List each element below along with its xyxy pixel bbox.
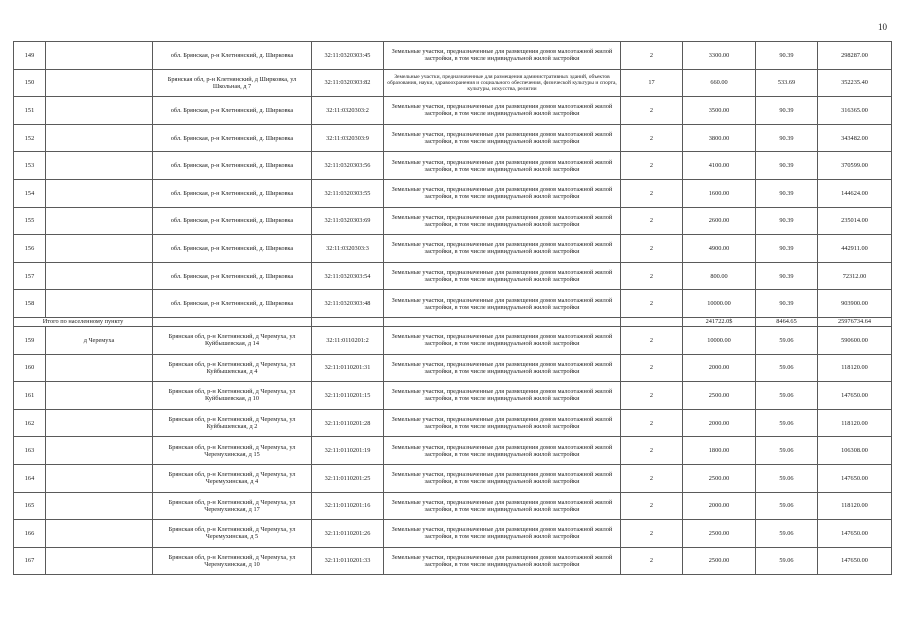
row-number: 159: [14, 326, 46, 354]
table-row: [14, 207, 892, 235]
cadastral-value-cell: 590600.00: [818, 326, 892, 354]
cadastral-number-cell: 32:11:0320303:48: [312, 290, 384, 318]
cadastral-value-cell: 72312.00: [818, 262, 892, 290]
land-category-cell: Земельные участки, предназначенные для размещения домов малоэтажной жилой застройки, в том числе индивидуальной жилой застройки: [384, 437, 621, 465]
row-number: 152: [14, 124, 46, 152]
locality-cell: [46, 179, 153, 207]
land-category-cell: Земельные участки, предназначенные для размещения домов малоэтажной жилой застройки, в том числе индивидуальной жилой застройки: [384, 326, 621, 354]
area-cell: 660.00: [683, 69, 756, 97]
address-cell: обл. Брянская, р-н Клетнянский, д. Ширковка: [153, 97, 312, 125]
group-code-cell: 2: [621, 326, 683, 354]
land-category-cell: Земельные участки, предназначенные для размещения домов малоэтажной жилой застройки, в том числе индивидуальной жилой застройки: [384, 179, 621, 207]
page-number: 10: [878, 22, 887, 32]
locality-cell: [46, 492, 153, 520]
row-number: 160: [14, 354, 46, 382]
row-number: 166: [14, 520, 46, 548]
table-row: [14, 124, 892, 152]
locality-cell: [46, 464, 153, 492]
land-category-cell: Земельные участки, предназначенные для размещения домов малоэтажной жилой застройки, в том числе индивидуальной жилой застройки: [384, 409, 621, 437]
address-cell: обл. Брянская, р-н Клетнянский, д. Ширковка: [153, 152, 312, 180]
group-code-cell: 2: [621, 124, 683, 152]
subtotal-row: [14, 317, 892, 326]
land-category-cell: Земельные участки, предназначенные для размещения домов малоэтажной жилой застройки, в том числе индивидуальной жилой застройки: [384, 382, 621, 410]
land-category-cell: Земельные участки, предназначенные для размещения домов малоэтажной жилой застройки, в том числе индивидуальной жилой застройки: [384, 152, 621, 180]
land-category-cell: Земельные участки, предназначенные для размещения домов малоэтажной жилой застройки, в том числе индивидуальной жилой застройки: [384, 354, 621, 382]
locality-cell: д Черемуха: [46, 326, 153, 354]
area-cell: 2500.00: [683, 382, 756, 410]
locality-cell: [46, 290, 153, 318]
row-number: 155: [14, 207, 46, 235]
area-cell: 2500.00: [683, 464, 756, 492]
cadastral-value-cell: 118120.00: [818, 409, 892, 437]
cadastral-value-cell: 903900.00: [818, 290, 892, 318]
group-code-cell: 2: [621, 235, 683, 263]
address-cell: Брянская обл, р-н Клетнянский, д Ширковка, ул Школьная, д 7: [153, 69, 312, 97]
table-row: [14, 97, 892, 125]
locality-cell: [46, 207, 153, 235]
row-number: 158: [14, 290, 46, 318]
table-row: [14, 382, 892, 410]
address-cell: Брянская обл, р-н Клетнянский, д Черемуха, ул Черемухинская, д 17: [153, 492, 312, 520]
cadastral-value-cell: 147650.00: [818, 547, 892, 575]
address-cell: Брянская обл, р-н Клетнянский, д Черемуха, ул Черемухинская, д 4: [153, 464, 312, 492]
row-number: 154: [14, 179, 46, 207]
group-code-cell: 2: [621, 520, 683, 548]
unit-value-cell: 90.39: [756, 207, 818, 235]
unit-value-cell: 90.39: [756, 179, 818, 207]
area-cell: 3800.00: [683, 124, 756, 152]
land-category-cell: Земельные участки, предназначенные для размещения домов малоэтажной жилой застройки, в том числе индивидуальной жилой застройки: [384, 235, 621, 263]
land-category-cell: Земельные участки, предназначенные для размещения домов малоэтажной жилой застройки, в том числе индивидуальной жилой застройки: [384, 464, 621, 492]
cadastral-number-cell: 32:11:0110201:31: [312, 354, 384, 382]
address-cell: Брянская обл, р-н Клетнянский, д Черемуха, ул Куйбышевская, д 4: [153, 354, 312, 382]
group-code-cell: 2: [621, 409, 683, 437]
row-number: 153: [14, 152, 46, 180]
table-row: [14, 235, 892, 263]
group-code-cell: 2: [621, 492, 683, 520]
unit-value-cell: 59.06: [756, 409, 818, 437]
row-number: 156: [14, 235, 46, 263]
table-row: [14, 326, 892, 354]
row-number: 165: [14, 492, 46, 520]
unit-value-cell: 90.39: [756, 290, 818, 318]
subtotal-area: 241722.0$: [683, 317, 756, 326]
locality-cell: [46, 520, 153, 548]
locality-cell: [46, 262, 153, 290]
cadastral-number-cell: 32:11:0320303:54: [312, 262, 384, 290]
address-cell: Брянская обл, р-н Клетнянский, д Черемуха, ул Куйбышевская, д 10: [153, 382, 312, 410]
locality-cell: [46, 409, 153, 437]
address-cell: Брянская обл, р-н Клетнянский, д Черемуха, ул Черемухинская, д 15: [153, 437, 312, 465]
group-code-cell: 17: [621, 69, 683, 97]
table-body: [14, 42, 892, 575]
table-row: [14, 42, 892, 70]
group-code-cell: 2: [621, 97, 683, 125]
cadastral-value-cell: 147650.00: [818, 520, 892, 548]
address-cell: обл. Брянская, р-н Клетнянский, д. Ширковка: [153, 179, 312, 207]
unit-value-cell: 90.39: [756, 124, 818, 152]
cadastral-value-cell: 106308.00: [818, 437, 892, 465]
address-cell: обл. Брянская, р-н Клетнянский, д. Ширковка: [153, 207, 312, 235]
cadastral-number-cell: 32:11:0320303:2: [312, 97, 384, 125]
cadastral-value-cell: 442911.00: [818, 235, 892, 263]
cadastral-number-cell: 32:11:0320303:69: [312, 207, 384, 235]
table-row: [14, 152, 892, 180]
group-code-cell: 2: [621, 382, 683, 410]
table-row: [14, 354, 892, 382]
table-row: [14, 492, 892, 520]
group-code-cell: 2: [621, 152, 683, 180]
address-cell: обл. Брянская, р-н Клетнянский, д. Ширковка: [153, 262, 312, 290]
cadastral-number-cell: 32:11:0110201:26: [312, 520, 384, 548]
subtotal-unit-value: 8464.65: [756, 317, 818, 326]
cadastral-value-cell: 118120.00: [818, 354, 892, 382]
address-cell: Брянская обл, р-н Клетнянский, д Черемуха, ул Черемухинская, д 10: [153, 547, 312, 575]
area-cell: 2000.00: [683, 354, 756, 382]
cadastral-value-cell: 316365.00: [818, 97, 892, 125]
land-category-cell: Земельные участки, предназначенные для размещения домов малоэтажной жилой застройки, в том числе индивидуальной жилой застройки: [384, 290, 621, 318]
group-code-cell: 2: [621, 464, 683, 492]
address-cell: обл. Брянская, р-н Клетнянский, д. Ширковка: [153, 42, 312, 70]
land-category-cell: Земельные участки, предназначенные для размещения домов малоэтажной жилой застройки, в том числе индивидуальной жилой застройки: [384, 492, 621, 520]
land-category-cell: Земельные участки, предназначенные для размещения домов малоэтажной жилой застройки, в том числе индивидуальной жилой застройки: [384, 262, 621, 290]
cadastral-number-cell: 32:11:0320303:9: [312, 124, 384, 152]
unit-value-cell: 90.39: [756, 97, 818, 125]
cadastral-value-cell: 298287.00: [818, 42, 892, 70]
address-cell: обл. Брянская, р-н Клетнянский, д. Ширковка: [153, 290, 312, 318]
row-number: 161: [14, 382, 46, 410]
locality-cell: [46, 97, 153, 125]
table-row: [14, 520, 892, 548]
cadastral-number-cell: 32:11:0320303:55: [312, 179, 384, 207]
table-row: [14, 409, 892, 437]
group-code-cell: 2: [621, 354, 683, 382]
locality-cell: [46, 547, 153, 575]
area-cell: 4900.00: [683, 235, 756, 263]
unit-value-cell: 59.06: [756, 547, 818, 575]
unit-value-cell: 59.06: [756, 382, 818, 410]
row-number: 167: [14, 547, 46, 575]
row-number: 151: [14, 97, 46, 125]
table-row: [14, 262, 892, 290]
area-cell: 800.00: [683, 262, 756, 290]
table-row: [14, 290, 892, 318]
cadastral-number-cell: 32:11:0320303:82: [312, 69, 384, 97]
unit-value-cell: 90.39: [756, 235, 818, 263]
land-category-cell: Земельные участки, предназначенные для размещения домов малоэтажной жилой застройки, в том числе индивидуальной жилой застройки: [384, 124, 621, 152]
cadastral-number-cell: 32:11:0110201:16: [312, 492, 384, 520]
group-code-cell: 2: [621, 437, 683, 465]
unit-value-cell: 90.39: [756, 262, 818, 290]
row-number: 163: [14, 437, 46, 465]
cadastral-value-cell: 352235.40: [818, 69, 892, 97]
empty-cell: [384, 317, 621, 326]
cadastral-value-cell: 118120.00: [818, 492, 892, 520]
table-row: [14, 69, 892, 97]
area-cell: 1800.00: [683, 437, 756, 465]
row-number: 150: [14, 69, 46, 97]
address-cell: Брянская обл, р-н Клетнянский, д Черемуха, ул Куйбышевская, д 2: [153, 409, 312, 437]
subtotal-cadastral-value: 25976734.64: [818, 317, 892, 326]
land-category-cell: Земельные участки, предназначенные для размещения домов малоэтажной жилой застройки, в том числе индивидуальной жилой застройки: [384, 42, 621, 70]
unit-value-cell: 533.69: [756, 69, 818, 97]
area-cell: 2500.00: [683, 547, 756, 575]
locality-cell: [46, 42, 153, 70]
group-code-cell: 2: [621, 547, 683, 575]
locality-cell: [46, 354, 153, 382]
empty-cell: [153, 317, 312, 326]
locality-cell: [46, 152, 153, 180]
empty-cell: [312, 317, 384, 326]
area-cell: 4100.00: [683, 152, 756, 180]
cadastral-number-cell: 32:11:0320303:3: [312, 235, 384, 263]
cadastral-number-cell: 32:11:0320303:45: [312, 42, 384, 70]
empty-cell: [621, 317, 683, 326]
cadastral-number-cell: 32:11:0110201:2: [312, 326, 384, 354]
land-registry-table: [13, 41, 892, 575]
cadastral-number-cell: 32:11:0110201:25: [312, 464, 384, 492]
area-cell: 2000.00: [683, 409, 756, 437]
row-number: 164: [14, 464, 46, 492]
area-cell: 2600.00: [683, 207, 756, 235]
area-cell: 2500.00: [683, 520, 756, 548]
table-row: [14, 547, 892, 575]
row-number: 149: [14, 42, 46, 70]
address-cell: обл. Брянская, р-н Клетнянский, д. Ширковка: [153, 235, 312, 263]
address-cell: Брянская обл, р-н Клетнянский, д Черемуха, ул Черемухинская, д 5: [153, 520, 312, 548]
unit-value-cell: 90.39: [756, 152, 818, 180]
cadastral-value-cell: 370599.00: [818, 152, 892, 180]
locality-cell: [46, 437, 153, 465]
group-code-cell: 2: [621, 262, 683, 290]
land-category-cell: Земельные участки, предназначенные для размещения домов малоэтажной жилой застройки, в том числе индивидуальной жилой застройки: [384, 97, 621, 125]
unit-value-cell: 59.06: [756, 326, 818, 354]
cadastral-number-cell: 32:11:0110201:28: [312, 409, 384, 437]
cadastral-number-cell: 32:11:0320303:56: [312, 152, 384, 180]
group-code-cell: 2: [621, 290, 683, 318]
group-code-cell: 2: [621, 207, 683, 235]
group-code-cell: 2: [621, 42, 683, 70]
cadastral-number-cell: 32:11:0110201:15: [312, 382, 384, 410]
land-category-cell: Земельные участки, предназначенные для размещения домов малоэтажной жилой застройки, в том числе индивидуальной жилой застройки: [384, 547, 621, 575]
area-cell: 3300.00: [683, 42, 756, 70]
area-cell: 2000.00: [683, 492, 756, 520]
row-number: 157: [14, 262, 46, 290]
row-number: 162: [14, 409, 46, 437]
cadastral-number-cell: 32:11:0110201:33: [312, 547, 384, 575]
land-category-cell: Земельные участки, предназначенные для размещения домов малоэтажной жилой застройки, в том числе индивидуальной жилой застройки: [384, 207, 621, 235]
land-category-cell: Земельные участки, предназначенные для размещения домов малоэтажной жилой застройки, в том числе индивидуальной жилой застройки: [384, 520, 621, 548]
cadastral-value-cell: 147650.00: [818, 464, 892, 492]
subtotal-label: Итого по населенному пункту: [14, 317, 153, 326]
area-cell: 1600.00: [683, 179, 756, 207]
table-row: [14, 179, 892, 207]
unit-value-cell: 59.06: [756, 437, 818, 465]
address-cell: Брянская обл, р-н Клетнянский, д Черемуха, ул Куйбышевская, д 14: [153, 326, 312, 354]
land-category-cell: Земельные участки, предназначенные для размещения административных зданий, объектов образования, науки, здравоохранения и социального обеспечения, физической культуры и спорта, культуры, искусства, религии: [384, 69, 621, 97]
cadastral-value-cell: 144624.00: [818, 179, 892, 207]
locality-cell: [46, 69, 153, 97]
unit-value-cell: 90.39: [756, 42, 818, 70]
address-cell: обл. Брянская, р-н Клетнянский, д. Ширковка: [153, 124, 312, 152]
locality-cell: [46, 124, 153, 152]
locality-cell: [46, 235, 153, 263]
cadastral-number-cell: 32:11:0110201:19: [312, 437, 384, 465]
table-row: [14, 437, 892, 465]
cadastral-value-cell: 147650.00: [818, 382, 892, 410]
area-cell: 3500.00: [683, 97, 756, 125]
area-cell: 10000.00: [683, 326, 756, 354]
area-cell: 10000.00: [683, 290, 756, 318]
table-row: [14, 464, 892, 492]
unit-value-cell: 59.06: [756, 464, 818, 492]
group-code-cell: 2: [621, 179, 683, 207]
unit-value-cell: 59.06: [756, 354, 818, 382]
cadastral-value-cell: 343482.00: [818, 124, 892, 152]
unit-value-cell: 59.06: [756, 520, 818, 548]
locality-cell: [46, 382, 153, 410]
cadastral-value-cell: 235014.00: [818, 207, 892, 235]
unit-value-cell: 59.06: [756, 492, 818, 520]
